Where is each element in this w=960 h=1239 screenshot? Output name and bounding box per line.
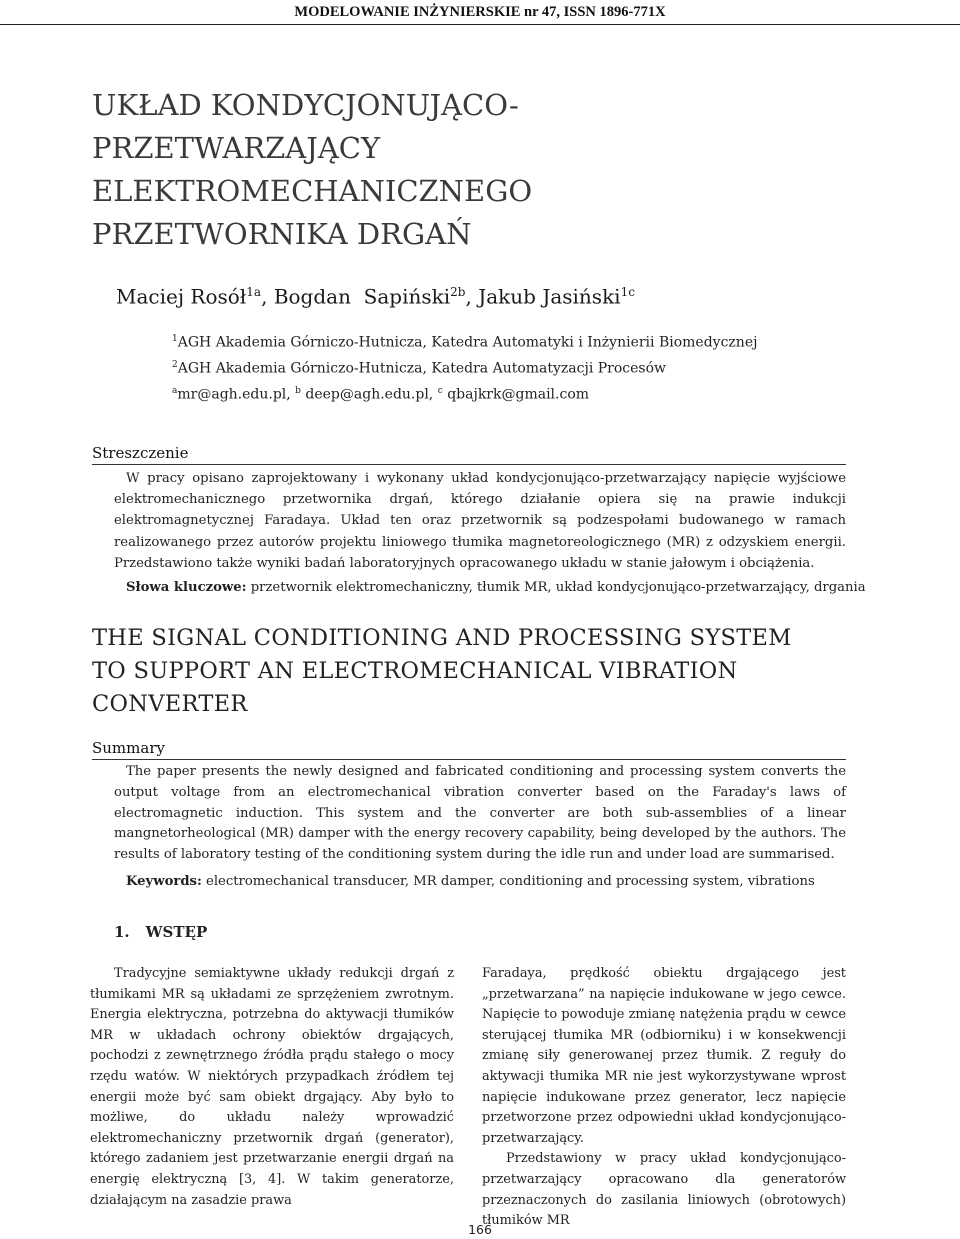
author-list: [116, 278, 916, 311]
email-mark: c: [437, 386, 443, 397]
english-title: [92, 622, 892, 721]
section-number: 1.: [114, 923, 130, 941]
english-title-line: TO SUPPORT AN ELECTROMECHANICAL VIBRATION: [92, 658, 738, 684]
affiliation-line: [172, 328, 932, 354]
affiliation-text: AGH Akademia Górniczo-Hutnicza, Katedra Automatyki i Inżynierii Biomedycznej: [177, 334, 758, 351]
author-separator: ,: [261, 284, 274, 309]
keywords-label-en: Keywords:: [126, 874, 202, 889]
body-column-left: [90, 964, 454, 1211]
english-title-line: CONVERTER: [92, 691, 248, 717]
abstract-heading-pl: Streszczenie: [92, 443, 846, 465]
english-title-line: THE SIGNAL CONDITIONING AND PROCESSING SYSTEM: [92, 625, 792, 651]
keywords-text-en: electromechanical transducer, MR damper, conditioning and processing system, vibrations: [201, 874, 815, 889]
affiliations: [172, 328, 932, 406]
author-affiliation-mark: 1a: [246, 285, 262, 299]
author-name: Maciej Rosół: [116, 284, 247, 309]
section-title: WSTĘP: [145, 923, 208, 941]
page-number: 166: [468, 1222, 492, 1237]
polish-title: [92, 84, 912, 256]
body-column-right: [482, 964, 846, 1232]
abstract-text-en: The paper presents the newly designed and fabricated conditioning and processing system converts the output voltage from an electromechanical vibration converter based on the Faraday's laws of electromagnetic induction. This system and the converter are both sub-assemblies of a linear mangnetorheological (MR) damper with the energy recovery capability, being developed by the authors. The results of laboratory testing of the conditioning system during the idle run and under load are summarised.: [114, 764, 846, 863]
keywords-en: [126, 872, 866, 892]
affiliation-line: [172, 354, 932, 380]
polish-title-line: PRZETWARZAJĄCY: [92, 131, 381, 165]
abstract-body-pl: [114, 468, 846, 574]
section-heading: [114, 922, 207, 942]
paragraph: Przedstawiony w pracy układ kondycjonująco-przetwarzający opracowano dla generatorów przeznaczonych do zasilania liniowych (obrotowych) tłumików MR: [482, 1151, 846, 1229]
keywords-text-pl: przetwornik elektromechaniczny, tłumik MR, układ kondycjonująco-przetwarzający, drgania: [246, 580, 866, 595]
abstract-body-en: [114, 762, 846, 866]
email-line: [172, 380, 932, 406]
email-text: qbajkrk@gmail.com: [442, 386, 590, 403]
author-name: Jakub Jasiński: [478, 284, 621, 309]
author-affiliation-mark: 1c: [620, 285, 635, 299]
abstract-heading-en: Summary: [92, 738, 846, 760]
polish-title-line: PRZETWORNIKA DRGAŃ: [92, 217, 472, 251]
email-text: mr@agh.edu.pl,: [177, 386, 296, 403]
affiliation-mark: 2: [172, 360, 178, 371]
email-mark: a: [172, 386, 178, 397]
author-name: Bogdan Sapiński: [273, 284, 451, 309]
affiliation-mark: 1: [172, 334, 178, 344]
polish-title-line: ELEKTROMECHANICZNEGO: [92, 174, 533, 208]
paragraph: Tradycyjne semiaktywne układy redukcji drgań z tłumikami MR są układami ze sprzężeniem zwrotnym. Energia elektryczna, potrzebna do aktywacji tłumików MR w układach ochrony obiektów drgających, pochodzi z zewnętrznego źródła prądu stałego o mocy rzędu watów. W niektórych przypadkach źródłem tej energii może być sam obiekt drgający. Aby było to możliwe, do układu należy wprowadzić elektromechaniczny przetwornik drgań (generator), którego zadaniem jest przetwarzanie energii drgań na energię elektryczną [3, 4]. W takim generatorze, działającym na zasadzie prawa: [90, 966, 454, 1208]
affiliation-text: AGH Akademia Górniczo-Hutnicza, Katedra Automatyzacji Procesów: [177, 360, 667, 377]
keywords-pl: [126, 578, 866, 598]
author-affiliation-mark: 2b: [450, 285, 466, 299]
journal-header: MODELOWANIE INŻYNIERSKIE nr 47, ISSN 1896-771X: [0, 0, 960, 25]
abstract-text-pl: W pracy opisano zaprojektowany i wykonany układ kondycjonująco-przetwarzający napięcie wyjściowe elektromechanicznego przetwornika drgań, którego działanie opiera się na prawie indukcji elektromagnetycznej Faradaya. Układ ten oraz przetwornik są podzespołami budowanego w ramach realizowanego przez autorów projektu liniowego tłumika magnetoreologicznego (MR) z odzyskiem energii. Przedstawiono także wyniki badań laboratoryjnych opracowanego układu w stanie jałowym i obciążenia.: [114, 471, 846, 571]
email-mark: b: [295, 386, 301, 397]
email-text: deep@agh.edu.pl,: [300, 386, 438, 403]
polish-title-line: UKŁAD KONDYCJONUJĄCO-: [92, 88, 519, 122]
author-separator: ,: [465, 284, 479, 309]
paragraph: Faradaya, prędkość obiektu drgającego jest „przetwarzana” na napięcie indukowane w jego cewce. Napięcie to powoduje zmianę natężenia prądu w cewce sterującej tłumika MR (odbiorniku) i w konsekwencji zmianę siły generowanej przez tłumik. Z reguły do aktywacji tłumika MR nie jest wykorzystywane wprost napięcie indukowane przez generator, lecz napięcie przetworzone przez odpowiedni układ kondycjonująco-przetwarzający.: [482, 966, 846, 1146]
keywords-label-pl: Słowa kluczowe:: [126, 580, 247, 595]
